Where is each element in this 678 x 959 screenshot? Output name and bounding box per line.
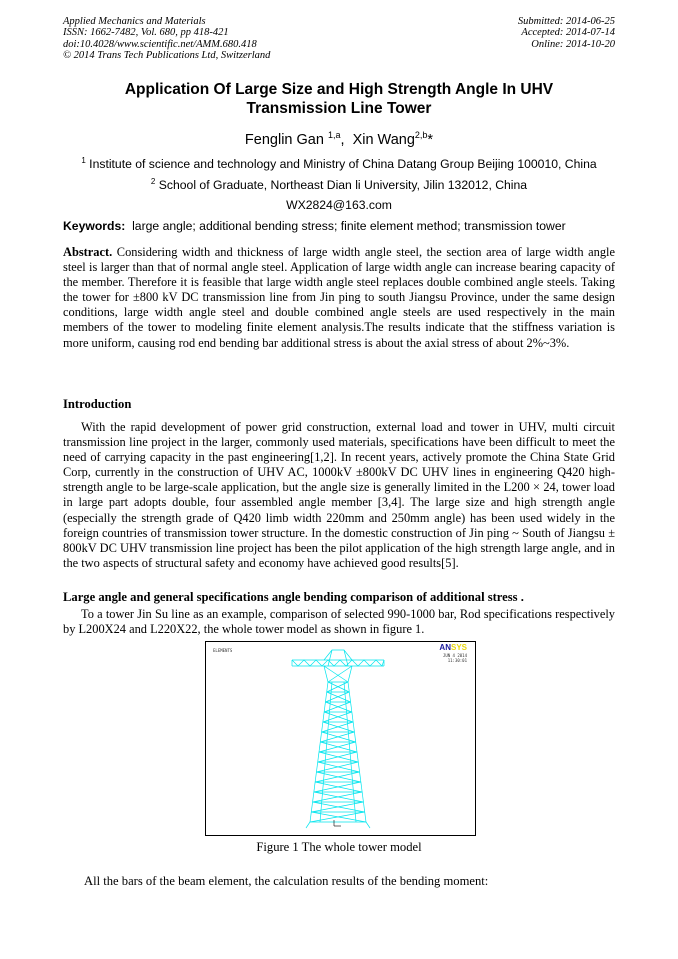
abstract-label: Abstract. [63,245,113,259]
ansys-logo: ANSYS [439,643,467,652]
accepted-date: Accepted: 2014-07-14 [521,27,615,39]
author-2-affil: 2,b [414,130,428,140]
issn: ISSN: 1662-7482, Vol. 680, pp 418-421 [63,27,229,39]
online-date: Online: 2014-10-20 [531,38,615,50]
figure-time: 11:30:01 [447,658,467,663]
journal-name: Applied Mechanics and Materials [63,16,206,27]
section-2-paragraph [63,607,615,637]
header-left [63,16,270,61]
author-1-affil: 1,a [327,130,341,140]
abstract-text: Considering width and thickness of large width angle steel, the section area of large width angle steel is larger than that of normal angle steel. Application of large width angle can increase bearing capacity of the member. Therefore it is feasible that large width angle steel replaces double combined angle steels. Taking the tower for ±800 kV DC transmission line from Jin ping to south Jiangsu Province, under the same design conditions, large width angle steel and double combined angle steels are used respectively in the main members of the tower to modeling finite element analysis.The results indicate that the stiffness variation is more uniform, causing rod end bending bar additional stress is about the axial stress of about 2%~3%. [63,245,615,350]
title-line-2: Transmission Line Tower [246,100,432,117]
keywords-text: large angle; additional bending stress; finite element method; transmission tower [125,219,566,233]
figure-date: JUN 4 2014 [442,653,467,658]
affiliation-2-number: 2 [150,177,156,186]
affiliation-2-text: School of Graduate, Northeast Dian li University, Jilin 132012, China [155,178,528,192]
figure-1-tower-model [205,641,476,836]
email[interactable]: WX2824@163.com [286,198,392,212]
figure-elements-label: ELEMENTS [213,648,233,653]
affiliation-1-text: Institute of science and technology and Ministry of China Datang Group Beijing 100010, China [85,157,597,171]
copyright: © 2014 Trans Tech Publications Ltd, Switzerland [63,49,271,61]
figure-1-caption: Figure 1 The whole tower model [256,840,422,854]
section-2-heading: Large angle and general specifications angle bending comparison of additional stress . [63,590,524,604]
affiliation-2 [0,177,678,192]
introduction-paragraph [63,420,615,571]
author-1: Fenglin Gan [244,132,328,148]
tower-drawing [206,642,475,835]
corresponding-star: * [427,132,434,148]
abstract [63,245,615,351]
title-line-1: Application Of Large Size and High Strength Angle In UHV [124,81,554,98]
authors [0,130,678,148]
keywords [63,219,566,233]
keywords-label: Keywords: [63,219,126,233]
author-separator: , [340,132,353,148]
affiliation-1 [0,156,678,171]
bending-moment-intro: All the bars of the beam element, the calculation results of the bending moment: [84,874,489,888]
section-2-text: To a tower Jin Su line as an example, comparison of selected 990-1000 bar, Rod specifications respectively by L200X24 and L220X22, the whole tower model as shown in figure 1. [63,607,615,637]
paper-title [40,80,638,118]
header-right [518,16,615,50]
submitted-date: Submitted: 2014-06-25 [517,16,615,27]
introduction-text: With the rapid development of power grid construction, external load and tower in UHV, multi circuit transmission line project in the larger, commonly used materials, specifications have been difficult to meet the need of carrying capacity in the past engineering[1,2]. In recent years, actively promote the China State Grid Corp, currently in the construction of UHV AC, 1000kV ±800kV DC UHV lines in engineering Q420 high-strength angle to be large-scale application, but the angle size is generally limited in the L200 × 24, tower load in large part adopts double, four assembled angle member [3,4]. The large size and high strength angle (especially the strength grade of Q420 limb width 220mm and 250mm angle) has been used widely in the foreign countries of transmission tower structure. In the domestic construction of Jin ping ~ South of Jiangsu ± 800kV DC UHV transmission line project has been the pilot application of the high strength large angle, and in the two aspects of structural safety and economy have achieved good results[5]. [63,420,615,570]
introduction-heading: Introduction [63,397,132,411]
affiliation-1-number: 1 [81,156,86,165]
doi[interactable]: doi:10.4028/www.scientific.net/AMM.680.418 [63,38,257,50]
author-2: Xin Wang [352,132,415,148]
